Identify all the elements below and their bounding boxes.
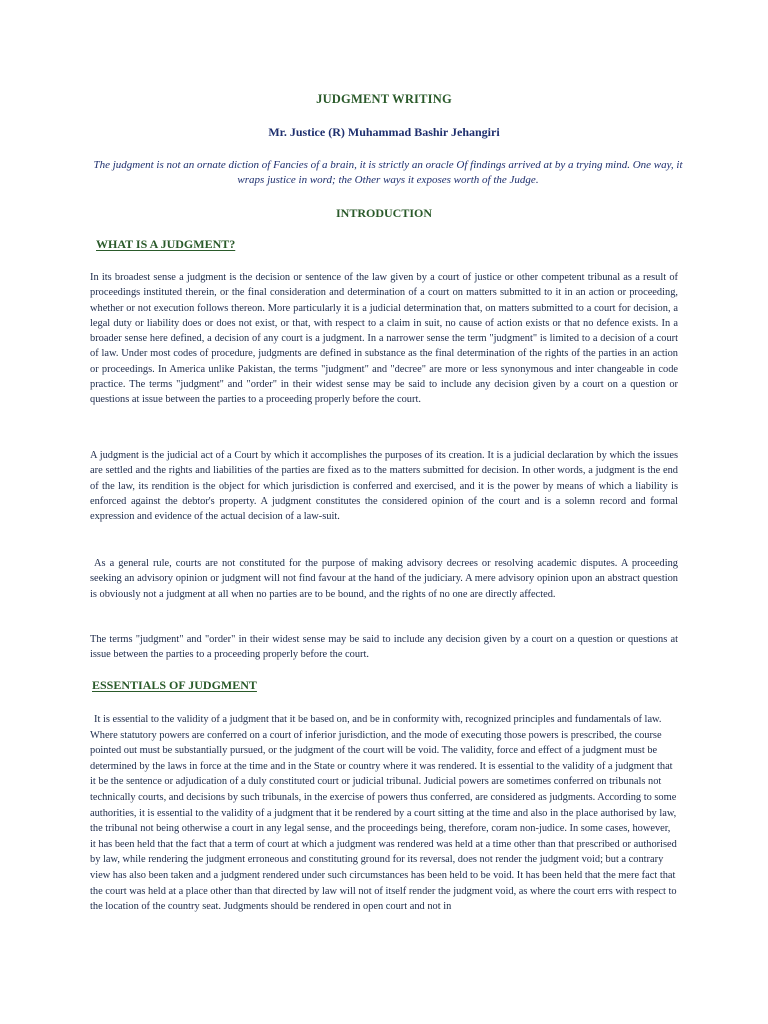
paragraph-4: The terms "judgment" and "order" in their widest sense may be said to include any decision given by a court on a question or questions at issue between the parties to a proceeding properly before the court. — [90, 634, 678, 661]
paragraph-3: As a general rule, courts are not constituted for the purpose of making advisory decrees or resolving academic disputes. A proceeding seeking an advisory opinion or judgment will not find favour at the hand of the judiciary. A mere advisory opinion upon an abstract question is obviously not a judgment at all when no parties are to be bound, and the rights of no one are directly affected. — [90, 558, 678, 600]
epigraph: The judgment is not an ornate diction of Fancies of a brain, it is strictly an oracle Of findings arrived at by a trying mind. One way, it wraps justice in word; the Other ways it exposes worth of the Judge. — [93, 159, 683, 186]
paragraph-1: In its broadest sense a judgment is the decision or sentence of the law given by a court of justice or other competent tribunal as a result of proceedings instituted therein, or the final consideration and determination of a court on matters submitted to it in an action or proceeding, whether or not execution follows thereon. More particularly it is a judicial determination that, on matters submitted to a court for decision, a legal duty or liability does or does not exist, or that, with respect to a claim in suit, no cause of action exists or that no defence exists. In a broader sense here defined, a decision of any court is a judgment. In a narrower sense the term "judgment" is limited to a decision of a court of law. Under most codes of procedure, judgments are defined in substance as the final determination of the rights of the parties in an action or proceedings. In America unlike Pakistan, the terms "judgment" and "decree" are more or less synonymous and inter changeable in code practice. The terms "judgment" and "order" in their widest sense may be said to include any decision given by a court on a question or questions at issue between the parties to a proceeding properly before the court. — [90, 272, 678, 406]
paragraph-2: A judgment is the judicial act of a Court by which it accomplishes the purposes of its creation. It is a judicial declaration by which the issues are settled and the rights and liabilities of the parties are fixed as to the matters submitted for decision. In other words, a judgment is the end of the law, its rendition is the object for which jurisdiction is conferred and exercised, and it is the power by means of which a liability is enforced against the debtor's property. A judgment constitutes the considered opinion of the court and is a solemn record and formal expression and evidence of the actual decision of a law-suit. — [90, 450, 678, 523]
document-author: Mr. Justice (R) Muhammad Bashir Jehangiri — [268, 125, 500, 139]
document-title: JUDGMENT WRITING — [316, 92, 452, 106]
introduction-heading: INTRODUCTION — [335, 206, 432, 220]
paragraph-essentials: It is essential to the validity of a judgment that it be based on, and be in conformity with, recognized principles and fundamentals of law. Where statutory powers are conferred on a court of inferior jurisdiction, and the mode of executing those powers is prescribed, the course pointed out must be substantially pursued, or the judgment of the court will be void. The validity, force and effect of a judgment must be determined by the laws in force at the time and in the State or country where it was rendered. It is essential to the validity of a judgment that it be the sentence or adjudication of a duly constituted court or judicial tribunal. Judicial powers are sometimes conferred on tribunals not technically courts, and decisions by such tribunals, in the exercise of powers thus conferred, are considered as judgments. According to some authorities, it is essential to the validity of a judgment that it be rendered by a court sitting at the time and also in the place authorised by law, the tribunal not being otherwise a court in any legal sense, and the proceedings being, therefore, coram non-judice. In some cases, however, it has been held that the fact that a term of court at which a judgment was rendered was held at a time other than that prescribed or authorised by law, while rendering the judgment erroneous and constituting ground for its reversal, does not render the judgment void; but a contrary view has also been taken and a judgment rendered under such circumstances has been held to be void. It has been held that the mere fact that the court was held at a place other than that directed by law will not of itself render the judgment void, as where the court errs with respect to the location of the country seat. Judgments should be rendered in open court and not in — [90, 714, 677, 913]
section-heading-essentials: ESSENTIALS OF JUDGMENT — [92, 678, 257, 692]
section-heading-what-is-judgment: WHAT IS A JUDGMENT? — [96, 237, 236, 251]
